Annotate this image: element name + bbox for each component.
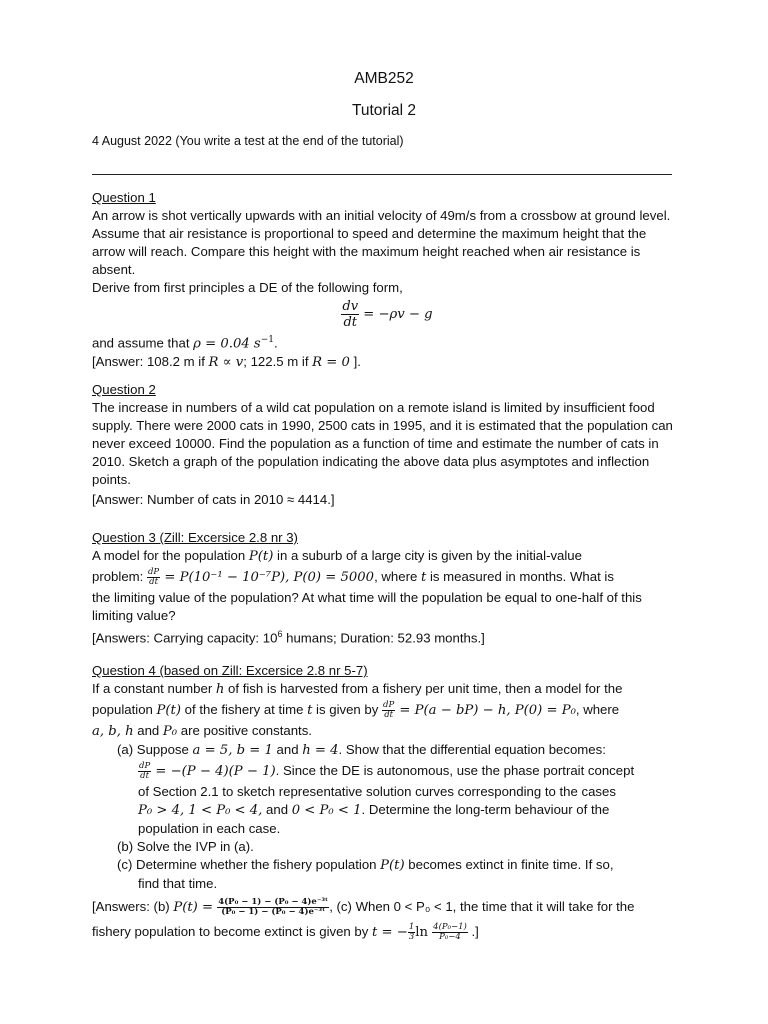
part-a-line-2: $\frac{dP}{dt}$ = −(P − 4)(P − 1). Since the DE is autonomous, use the phase portrait concept [139,761,635,782]
question-3-line-2: problem: $\frac{dP}{dt}$ = P(10⁻¹ − 10⁻⁷P), P(0) = 5000, where t is measured in months. What is [92,567,614,588]
question-1-answer: [Answer: 108.2 m if R ∝ v; 122.5 m if R = 0 ]. [92,354,361,371]
question-4-part-a [92,741,682,760]
question-3 [92,529,682,647]
question-4-line-3: a, b, h and P₀ are positive constants. [92,723,312,739]
dv-dt-fraction: $\frac{dv}{dt}$ [342,299,359,330]
question-4-heading: Question 4 (based on Zill: Excersice 2.8 nr 5-7) [92,663,368,678]
part-a-line-4: P₀ > 4, 1 < P₀ < 4, and 0 < P₀ < 1. Determine the long-term behaviour of the [138,802,610,818]
question-4-part-b: (b) Solve the IVP in (a). [117,839,254,854]
dP-dt-fraction: $\frac{dP}{dt}$ [139,761,151,782]
question-1-equation: $\frac{dv}{dt}$ = −ρv − g [342,299,433,330]
question-4-part-c: (c) Determine whether the fishery population P(t) becomes extinct in finite time. If so, [117,857,614,873]
part-a-line-1: (a) Suppose a = 5, b = 1 and h = 4. Show that the differential equation becomes: [117,742,606,758]
part-a-line-3: of Section 2.1 to sketch representative solution curves corresponding to the cases [138,784,616,799]
question-3-line-3: the limiting value of the population? At what time will the population be equal to one-half of this limiting value? [92,590,642,623]
dP-dt-fraction: $\frac{dP}{dt}$ [147,567,160,588]
question-1-assumption: and assume that ρ = 0.04 $s^{-1}$. [92,335,278,352]
question-2 [92,381,682,509]
question-2-heading: Question 2 [92,382,156,397]
divider-line [92,174,672,175]
question-1 [92,189,682,372]
question-4-answer-line-1: [Answers: (b) P(t) = $\frac{\text{4(P₀ − 1) − (P₀ − 4)e⁻³ᵗ}}{\text{(P₀ − 1) − (P₀ − 4)e⁻³ᵗ}}$ , (c) When 0 < P₀ < 1, the time that it will take for the [92,897,635,918]
question-1-body: An arrow is shot vertically upwards with an initial velocity of 49m/s from a crossbow at ground level. Assume that air resistance is proportional to speed and determine the maximum height that the arrow will reach. Compare this height with the maximum height reached when air resistance is absent. [92,208,671,277]
log-argument-fraction: $\frac{\text{4(P₀−1)}}{\text{P₀−4}}$ [433,922,467,943]
question-3-heading: Question 3 (Zill: Excersice 2.8 nr 3) [92,530,298,545]
question-2-body: The increase in numbers of a wild cat population on a remote island is limited by insufficient food supply. There were 2000 cats in 1990, 2500 cats in 1995, and it is estimated that the population can never exceed 10000. Find the population as a function of time and estimate the number of cats in 2010. Sketch a graph of the population indicating the above data plus asymptotes and inflection points. [92,400,673,487]
question-1-derive: Derive from first principles a DE of the following form, [92,280,403,295]
question-2-answer: [Answer: Number of cats in 2010 ≈ 4414.] [92,492,335,507]
date-line: 4 August 2022 (You write a test at the end of the tutorial) [92,134,404,148]
tutorial-title: Tutorial 2 [351,102,417,119]
one-third-fraction: $\frac{1}{3}$ [408,922,415,943]
question-4-line-1: If a constant number h of fish is harvested from a fishery per unit time, then a model for the [92,681,623,697]
question-4-answer-line-2: fishery population to become extinct is given by t = − $\frac{1}{3}$ ln $\frac{\text{4(P₀−1)}}{\text{P₀−4}}$ .] [92,922,479,943]
question-3-answer: [Answers: Carrying capacity: $10^6$ humans; Duration: 52.93 months.] [92,629,485,646]
question-3-line-1: A model for the population P(t) in a suburb of a large city is given by the initial-value [92,548,582,564]
dP-dt-fraction: $\frac{dP}{dt}$ [383,700,395,721]
solution-fraction: $\frac{\text{4(P₀ − 1) − (P₀ − 4)e⁻³ᵗ}}{\text{(P₀ − 1) − (P₀ − 4)e⁻³ᵗ}}$ [218,897,329,918]
question-1-heading: Question 1 [92,190,156,205]
question-4 [92,662,682,945]
question-4-line-2: population P(t) of the fishery at time t is given by $\frac{dP}{dt}$ = P(a − bP) − h, P(0) = P₀, where [92,700,620,721]
part-c-line-2: find that time. [138,876,218,891]
part-a-line-5: population in each case. [138,821,281,836]
course-code: AMB252 [354,70,414,87]
